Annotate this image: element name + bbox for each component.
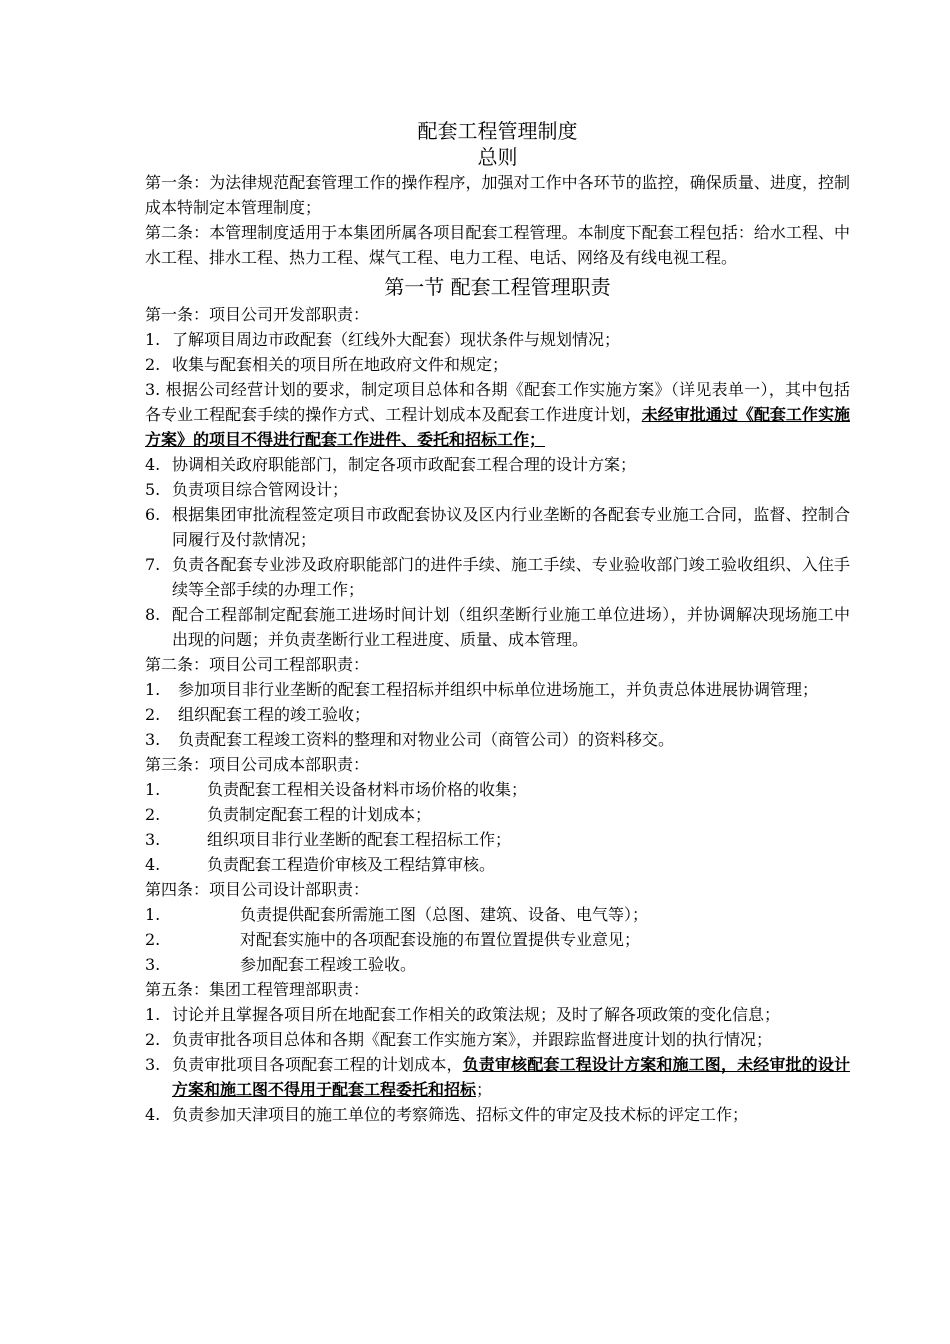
list-text: 了解项目周边市政配套（红线外大配套）现状条件与规划情况； [172,330,621,349]
list-item [145,352,850,377]
list-text: 负责配套工程相关设备材料市场价格的收集； [207,780,528,799]
list-item [145,1052,850,1102]
list-number: 4. [145,455,161,474]
list-item [145,952,850,977]
list-text: 讨论并且掌握各项目所在地配套工作相关的政策法规；及时了解各项政策的变化信息； [172,1005,781,1024]
list-item [145,377,850,452]
list-text: 负责项目综合管网设计； [172,480,349,499]
list-text: 负责配套工程造价审核及工程结算审核。 [207,855,496,874]
list-item [145,927,850,952]
list-text: 组织项目非行业垄断的配套工程招标工作； [207,830,512,849]
article-4-heading: 第四条：项目公司设计部职责： [145,880,370,899]
section-1-title: 第一节 配套工程管理职责 [384,275,611,299]
list-item [145,602,850,652]
list-number: 2. [145,355,161,374]
list-item [145,727,850,752]
list-text: 负责各配套专业涉及政府职能部门的进件手续、施工手续、专业验收部门竣工验收组织、入住手续等全部手续的办理工作； [172,555,850,599]
list-text: 组织配套工程的竣工验收； [178,705,371,724]
list-text: 对配套实施中的各项配套设施的布置位置提供专业意见； [240,930,641,949]
list-item [145,477,850,502]
list-item [145,777,850,802]
general-article-2: 第二条：本管理制度适用于本集团所属各项目配套工程管理。本制度下配套工程包括：给水工程、中水工程、排水工程、热力工程、煤气工程、电力工程、电话、网络及有线电视工程。 [145,223,850,267]
list-text: 根据集团审批流程签定项目市政配套协议及区内行业垄断的各配套专业施工合同，监督、控制合同履行及付款情况； [172,505,850,549]
list-item [145,852,850,877]
list-item [145,327,850,352]
list-text: 负责提供配套所需施工图（总图、建筑、设备、电气等）； [240,905,649,924]
list-item [145,1002,850,1027]
list-item [145,1102,850,1127]
article-5-heading: 第五条：集团工程管理部职责： [145,980,370,999]
list-number: 1. [145,680,161,699]
list-text: 负责审批各项目总体和各期《配套工作实施方案》，并跟踪监督进度计划的执行情况； [172,1030,773,1049]
list-text: 参加项目非行业垄断的配套工程招标并组织中标单位进场施工，并负责总体进展协调管理； [178,680,819,699]
list-item [145,1027,850,1052]
list-number: 7. [145,555,161,574]
list-number: 3. [145,1055,161,1074]
list-item [145,902,850,927]
list-number: 3. [145,830,161,849]
list-number: 1. [145,1005,161,1024]
list-item [145,452,850,477]
list-number: 2. [145,1030,161,1049]
list-number: 1. [145,780,161,799]
list-text-part: 负责审批项目各项配套工程的计划成本， [172,1055,463,1074]
list-number: 3. [145,730,161,749]
list-number: 5. [145,480,161,499]
list-number: 1. [145,905,161,924]
article-2-heading: 第二条：项目公司工程部职责： [145,655,370,674]
list-item [145,702,850,727]
list-item [145,552,850,602]
list-number: 4. [145,855,161,874]
list-text: 负责配套工程竣工资料的整理和对物业公司（商管公司）的资料移交。 [178,730,675,749]
document-title: 配套工程管理制度 [417,119,578,143]
list-number: 2. [145,805,161,824]
general-article-1: 第一条：为法律规范配套管理工作的操作程序，加强对工作中各环节的监控，确保质量、进度，控制成本特制定本管理制度； [145,173,850,217]
list-item [145,802,850,827]
list-number: 2. [145,705,161,724]
document-subtitle: 总则 [477,145,518,169]
list-item [145,677,850,702]
article-3-heading: 第三条：项目公司成本部职责： [145,755,370,774]
list-text: 负责制定配套工程的计划成本； [207,805,432,824]
list-item [145,502,850,552]
article-1-heading: 第一条：项目公司开发部职责： [145,305,370,324]
document-page [145,118,850,1127]
list-number: 2. [145,930,161,949]
list-text-part: ； [476,1080,493,1099]
list-number: 8. [145,605,161,624]
list-text: 参加配套工程竣工验收。 [240,955,417,974]
list-text: 3. 根据公司经营计划的要求，制定项目总体和各期《配套工作实施方案》（详见表单一），其中包括各专业工程配套手续的操作方式、工程计划成本及配套工作进度计划， [145,380,850,424]
list-number: 3. [145,955,161,974]
list-item [145,827,850,852]
emphasis-text: 未经审批通过《配套工作实施方案》的项目不得进行配套工作进件、委托和招标工作； [145,405,850,449]
list-number: 4. [145,1105,161,1124]
emphasis-text: 负责审核配套工程设计方案和施工图，未经审批的设计方案和施工图不得用于配套工程委托和招标 [172,1055,850,1099]
list-text [172,1052,850,1102]
list-text: 负责参加天津项目的施工单位的考察筛选、招标文件的审定及技术标的评定工作； [172,1105,749,1124]
list-number: 6. [145,505,161,524]
list-text: 协调相关政府职能部门，制定各项市政配套工程合理的设计方案； [172,455,637,474]
list-text: 配合工程部制定配套施工进场时间计划（组织垄断行业施工单位进场），并协调解决现场施工中出现的问题；并负责垄断行业工程进度、质量、成本管理。 [172,605,850,649]
list-text: 收集与配套相关的项目所在地政府文件和规定； [172,355,509,374]
list-number: 1. [145,330,161,349]
